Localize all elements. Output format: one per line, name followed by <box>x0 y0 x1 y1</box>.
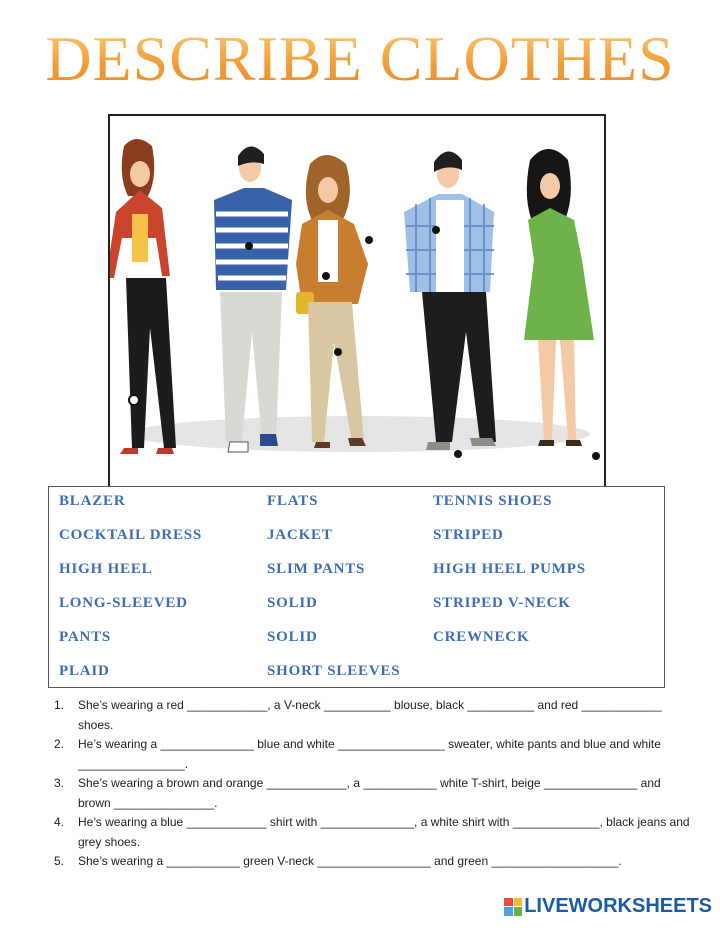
figure-woman-brown-jacket <box>296 155 368 448</box>
question-item <box>52 813 692 852</box>
logo-square <box>514 898 523 907</box>
word-short-sleeves: SHORT SLEEVES <box>267 663 401 679</box>
brand-text: LIVEWORKSHEETS <box>524 895 712 917</box>
question-list <box>52 696 692 872</box>
clothes-illustration <box>108 114 606 490</box>
word-striped-v-neck: STRIPED V-NECK <box>433 595 571 611</box>
logo-square <box>514 907 523 916</box>
word-jacket: JACKET <box>267 527 333 543</box>
word-long-sleeved: LONG-SLEEVED <box>59 595 188 611</box>
word-high-heel-pumps: HIGH HEEL PUMPS <box>433 561 586 577</box>
figure-woman-green-dress <box>524 149 594 446</box>
question-number: 1. <box>54 698 65 712</box>
figure-man-plaid-shirt <box>404 151 496 450</box>
word-high-heel: HIGH HEEL <box>59 561 153 577</box>
question-item <box>52 774 692 813</box>
liveworksheets-brand <box>504 895 712 918</box>
question-item <box>52 696 692 735</box>
figure-man-striped-sweater <box>214 146 292 452</box>
word-striped: STRIPED <box>433 527 504 543</box>
question-text: She’s wearing a brown and orange ____________, a ___________ white T-shirt, beige ______________ and brown _______________. <box>78 776 661 810</box>
figure-woman-red-blazer <box>110 139 176 454</box>
people-figures-image <box>110 116 604 488</box>
question-text: She’s wearing a red ____________, a V-neck __________ blouse, black __________ and red ____________ shoes. <box>78 698 662 732</box>
logo-square <box>504 898 513 907</box>
word-bank <box>48 486 665 688</box>
word-solid: SOLID <box>267 629 318 645</box>
question-number: 4. <box>54 815 65 829</box>
word-plaid: PLAID <box>59 663 110 679</box>
word-solid: SOLID <box>267 595 318 611</box>
word-cocktail-dress: COCKTAIL DRESS <box>59 527 203 543</box>
word-slim-pants: SLIM PANTS <box>267 561 366 577</box>
question-text: He’s wearing a ______________ blue and white ________________ sweater, white pants and blue and white ________________. <box>78 737 661 771</box>
word-blazer: BLAZER <box>59 493 126 509</box>
word-pants: PANTS <box>59 629 112 645</box>
question-item <box>52 735 692 774</box>
logo-square <box>504 907 513 916</box>
question-number: 3. <box>54 776 65 790</box>
question-item <box>52 852 692 872</box>
word-flats: FLATS <box>267 493 319 509</box>
page-title: DESCRIBE CLOTHES <box>0 22 720 96</box>
question-number: 2. <box>54 737 65 751</box>
word-crewneck: CREWNECK <box>433 629 530 645</box>
liveworksheets-logo-icon <box>504 898 522 916</box>
question-text: He’s wearing a blue ____________ shirt with ______________, a white shirt with _____________, black jeans and grey shoes. <box>78 815 690 849</box>
question-text: She’s wearing a ___________ green V-neck _________________ and green ___________________. <box>78 854 622 868</box>
question-number: 5. <box>54 854 65 868</box>
word-tennis-shoes: TENNIS SHOES <box>433 493 553 509</box>
